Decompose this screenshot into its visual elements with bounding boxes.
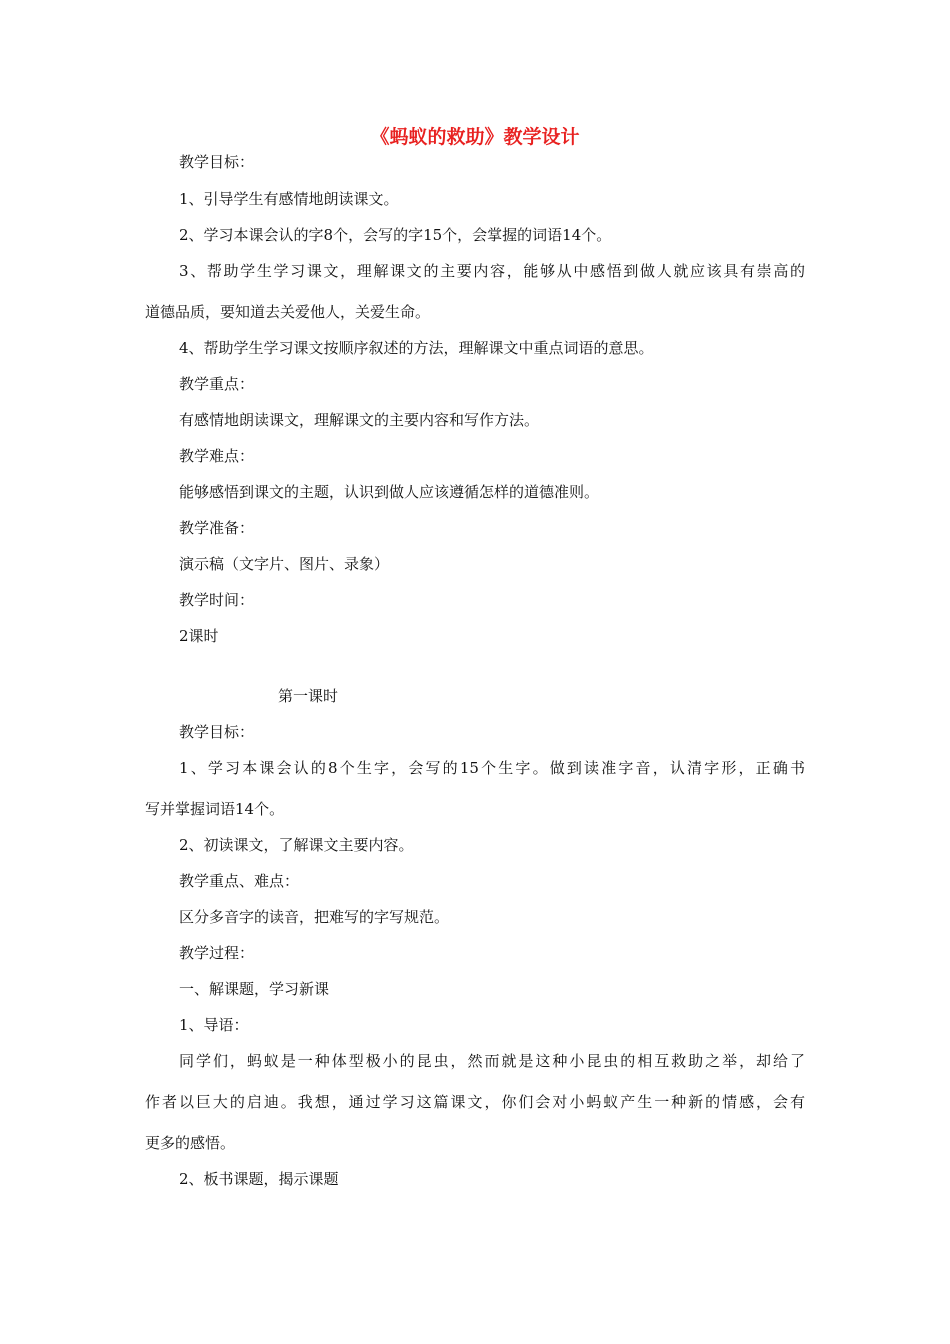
intro-paragraph-line-3: 更多的感悟。 bbox=[145, 1134, 236, 1152]
teaching-time-text: 2课时 bbox=[179, 627, 219, 645]
intro-paragraph-line-2: 作者以巨大的启迪。我想，通过学习这篇课文，你们会对小蚂蚁产生一种新的情感，会有 bbox=[145, 1093, 805, 1111]
difficulties-text: 能够感悟到课文的主题，认识到做人应该遵循怎样的道德准则。 bbox=[179, 483, 600, 501]
document-title: 《蚂蚁的救助》教学设计 bbox=[370, 126, 580, 148]
goal-item-4: 4、帮助学生学习课文按顺序叙述的方法，理解课文中重点词语的意思。 bbox=[179, 339, 654, 357]
lesson-key-difficult-text: 区分多音字的读音，把难写的字写规范。 bbox=[179, 908, 450, 926]
section-heading-first-lesson: 第一课时 bbox=[278, 687, 339, 705]
lesson-goal-item-1-continued: 写并掌握词语14个。 bbox=[145, 800, 285, 818]
lesson-goal-item-2: 2、初读课文，了解课文主要内容。 bbox=[179, 836, 414, 854]
process-substep-board-title: 2、板书课题，揭示课题 bbox=[179, 1170, 339, 1188]
goal-item-1: 1、引导学生有感情地朗读课文。 bbox=[179, 190, 399, 208]
goal-item-2: 2、学习本课会认的字8个，会写的字15个，会掌握的词语14个。 bbox=[179, 226, 612, 244]
preparation-text: 演示稿（文字片、图片、录象） bbox=[179, 555, 390, 573]
heading-teaching-process: 教学过程： bbox=[179, 944, 255, 962]
intro-paragraph-line-1: 同学们，蚂蚁是一种体型极小的昆虫，然而就是这种小昆虫的相互救助之举，却给了 bbox=[179, 1052, 805, 1070]
heading-lesson-key-difficult: 教学重点、难点： bbox=[179, 872, 300, 890]
heading-teaching-time: 教学时间： bbox=[179, 591, 255, 609]
heading-teaching-goals: 教学目标： bbox=[179, 153, 255, 171]
lesson-goal-item-1: 1、学习本课会认的8个生字，会写的15个生字。做到读准字音，认清字形，正确书 bbox=[179, 759, 805, 777]
goal-item-3-continued: 道德品质，要知道去关爱他人，关爱生命。 bbox=[145, 303, 431, 321]
key-points-text: 有感情地朗读课文，理解课文的主要内容和写作方法。 bbox=[179, 411, 540, 429]
goal-item-3: 3、帮助学生学习课文，理解课文的主要内容，能够从中感悟到做人就应该具有崇高的 bbox=[179, 262, 805, 280]
heading-difficulties: 教学难点： bbox=[179, 447, 255, 465]
heading-key-points: 教学重点： bbox=[179, 375, 255, 393]
heading-lesson-goals: 教学目标： bbox=[179, 723, 255, 741]
process-substep-intro: 1、导语： bbox=[179, 1016, 249, 1034]
heading-preparation: 教学准备： bbox=[179, 519, 255, 537]
process-step-one: 一、解课题，学习新课 bbox=[179, 980, 330, 998]
